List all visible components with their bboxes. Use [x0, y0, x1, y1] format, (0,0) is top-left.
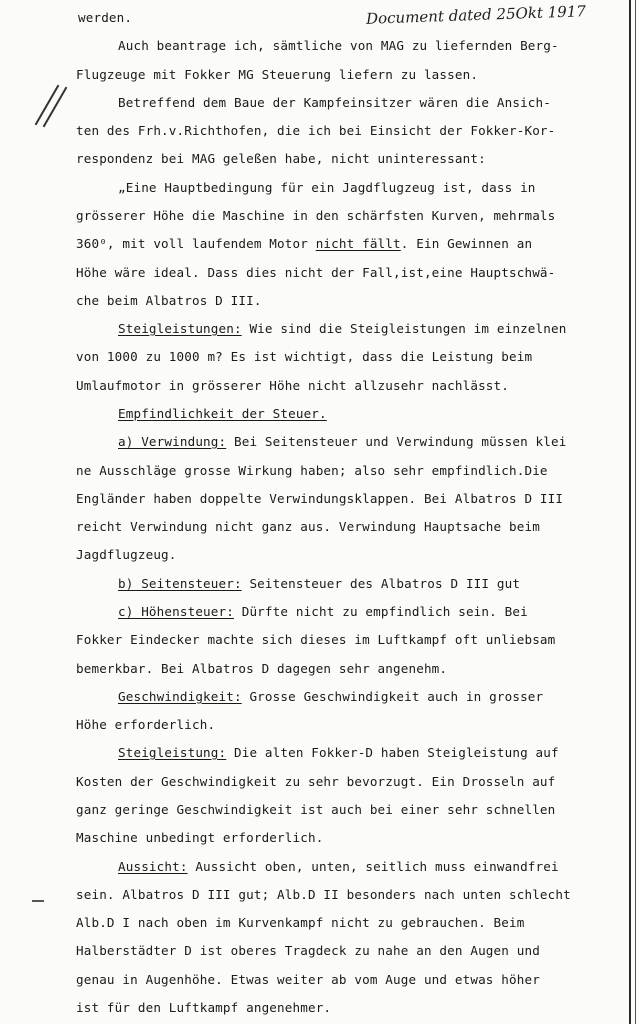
text-line: [118, 745, 559, 761]
text-segment: Die alten Fokker-D haben Steigleistung auf: [226, 745, 559, 760]
text-line: Betreffend dem Baue der Kampfeinsitzer wären die Ansich-: [118, 95, 551, 110]
handwritten-date-note: Document dated 25Okt 1917: [365, 2, 587, 28]
text-segment: . Ein Gewinnen an: [400, 236, 533, 251]
text-line: Jagdflugzeug.: [76, 547, 177, 562]
text-segment: 360⁰, mit voll laufendem Motor: [76, 236, 316, 251]
section-heading: Steigleistungen:: [118, 321, 242, 336]
text-line: von 1000 zu 1000 m? Es ist wichtigt, dass die Leistung beim: [76, 349, 533, 364]
text-line: Maschine unbedingt erforderlich.: [76, 830, 324, 845]
text-line: [118, 604, 528, 620]
text-segment: Grosse Geschwindigkeit auch in grosser: [241, 689, 544, 704]
text-line: [118, 859, 559, 875]
section-heading: Steigleistung:: [118, 745, 227, 760]
text-line: genau in Augenhöhe. Etwas weiter ab vom Auge und etwas höher: [76, 972, 540, 987]
section-heading: Geschwindigkeit:: [118, 689, 242, 704]
text-line: [76, 236, 532, 252]
text-line: Kosten der Geschwindigkeit zu sehr bevorzugt. Ein Drosseln auf: [76, 774, 556, 789]
text-line: Fokker Eindecker machte sich dieses im Luftkampf oft unliebsam: [76, 632, 556, 647]
text-line: Halberstädter D ist oberes Tragdeck zu nahe an den Augen und: [76, 943, 540, 958]
underlined-phrase: nicht fällt: [315, 236, 401, 251]
margin-dash-mark: [32, 900, 44, 902]
text-segment: Bei Seitensteuer und Verwindung müssen klei: [226, 434, 567, 449]
text-line: sein. Albatros D III gut; Alb.D II besonders nach unten schlecht: [76, 887, 571, 902]
section-heading: b) Seitensteuer:: [118, 576, 242, 591]
text-line: ten des Frh.v.Richthofen, die ich bei Einsicht der Fokker-Kor-: [76, 123, 556, 138]
text-line: Engländer haben doppelte Verwindungsklappen. Bei Albatros D III: [76, 491, 564, 506]
text-segment: Dürfte nicht zu empfindlich sein. Bei: [233, 604, 528, 619]
section-heading: c) Höhensteuer:: [118, 604, 234, 619]
text-line: respondenz bei MAG geleßen habe, nicht uninteressant:: [76, 151, 486, 166]
page-edge-line: [635, 0, 636, 1024]
text-line: werden.: [78, 10, 133, 25]
section-heading: Aussicht:: [118, 859, 188, 874]
text-line: ganz geringe Geschwindigkeit ist auch bei einer sehr schnellen: [76, 802, 556, 817]
text-line: che beim Albatros D III.: [76, 293, 262, 308]
text-line: Auch beantrage ich, sämtliche von MAG zu liefernden Berg-: [118, 38, 559, 53]
text-segment: Wie sind die Steigleistungen im einzelnen: [241, 321, 567, 336]
text-segment: Seitensteuer des Albatros D III gut: [241, 576, 521, 591]
text-line: [118, 576, 520, 592]
text-line: Höhe erforderlich.: [76, 717, 216, 732]
text-line: [118, 434, 566, 450]
section-heading: Empfindlichkeit der Steuer.: [118, 406, 327, 421]
text-line: [118, 689, 543, 705]
text-line: Höhe wäre ideal. Dass dies nicht der Fall,ist,eine Hauptschwä-: [76, 265, 556, 280]
section-heading: a) Verwindung:: [118, 434, 227, 449]
text-line: Umlaufmotor in grösserer Höhe nicht allzusehr nachlässt.: [76, 378, 509, 393]
text-line: reicht Verwindung nicht ganz aus. Verwindung Hauptsache beim: [76, 519, 540, 534]
page-edge-line: [629, 0, 631, 1024]
text-line: ist für den Luftkampf angenehmer.: [76, 1000, 332, 1015]
text-segment: Aussicht oben, unten, seitlich muss einwandfrei: [187, 859, 559, 874]
text-line: grösserer Höhe die Maschine in den schärfsten Kurven, mehrmals: [76, 208, 556, 223]
text-line: Alb.D I nach oben im Kurvenkampf nicht zu gebrauchen. Beim: [76, 915, 525, 930]
text-line: ne Ausschläge grosse Wirkung haben; also sehr empfindlich.Die: [76, 463, 548, 478]
text-line: bemerkbar. Bei Albatros D dagegen sehr angenehm.: [76, 661, 448, 676]
text-line: [118, 321, 566, 337]
text-line: „Eine Hauptbedingung für ein Jagdflugzeug ist, dass in: [118, 180, 536, 195]
text-line: Flugzeuge mit Fokker MG Steuerung liefern zu lassen.: [76, 67, 479, 82]
